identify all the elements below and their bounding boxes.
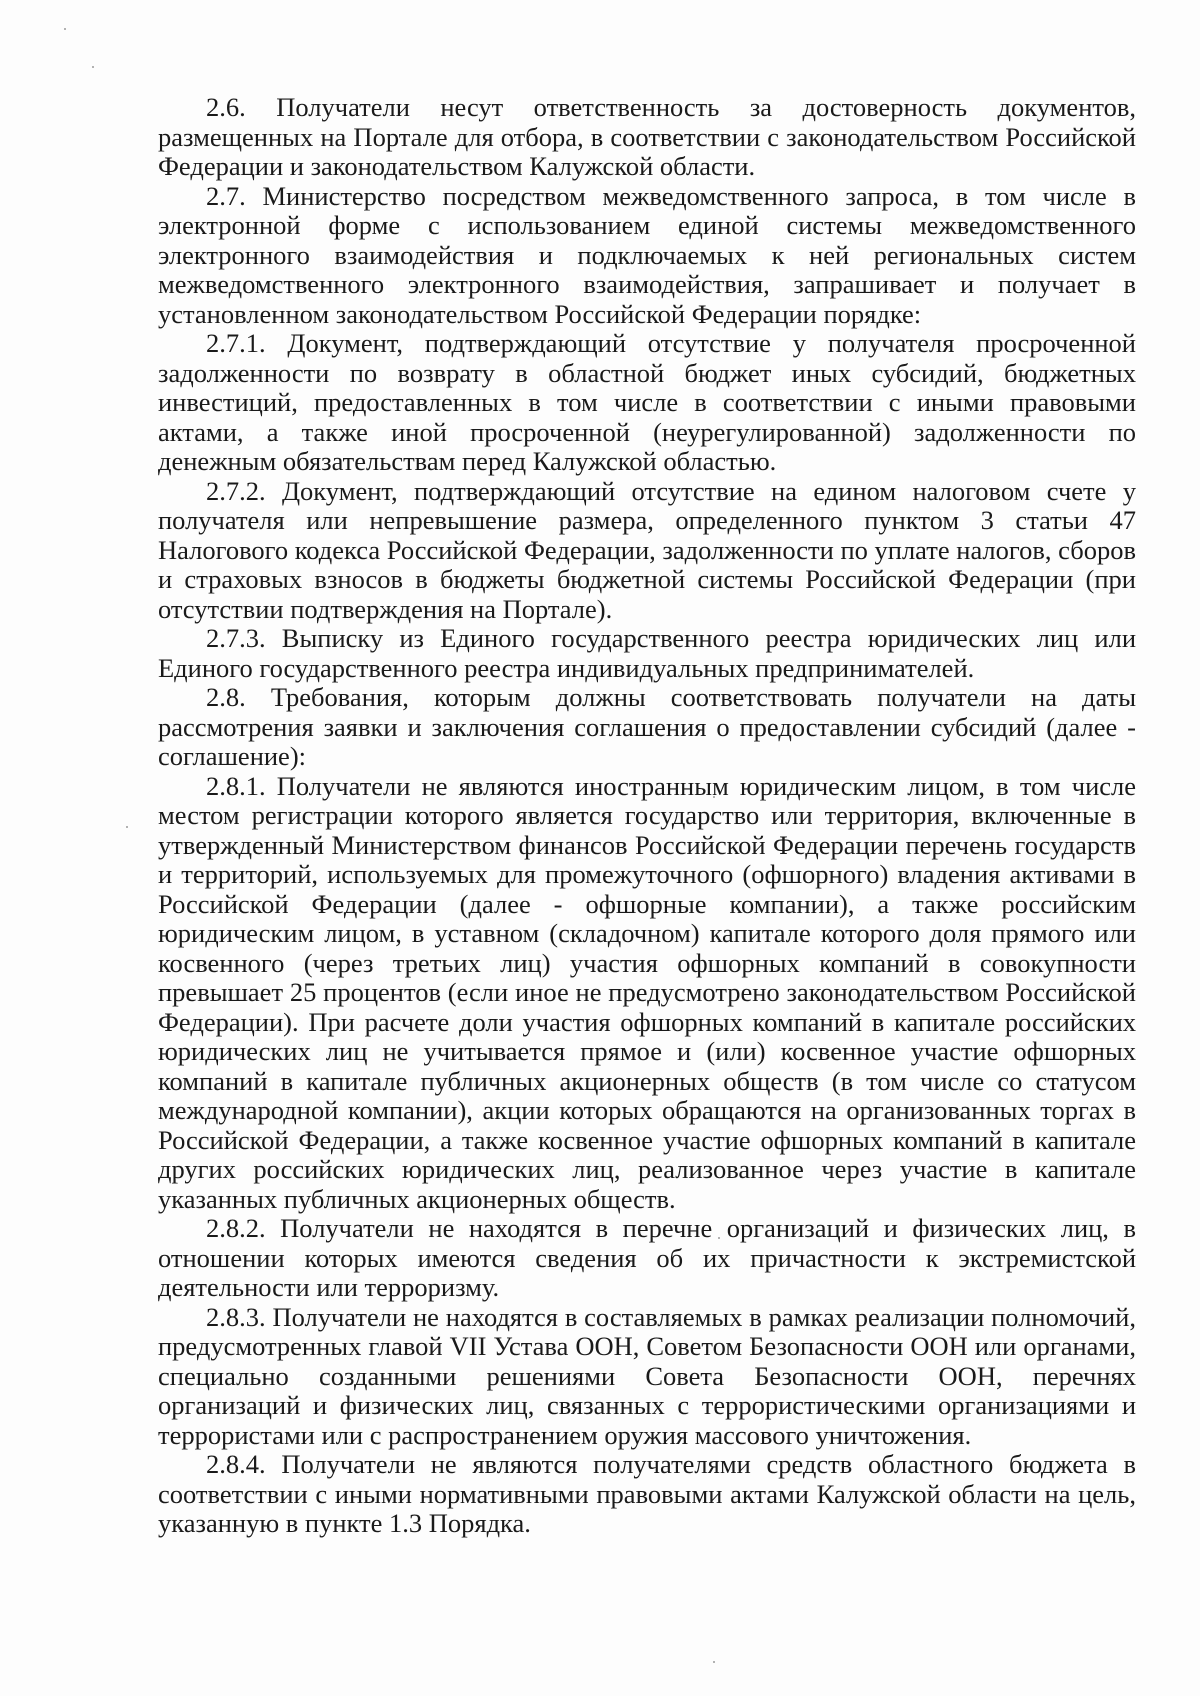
scan-speck bbox=[126, 826, 128, 828]
paragraph-2-7: 2.7. Министерство посредством межведомственного запроса, в том числе в электронной форме с использованием единой системы межведомственного электронного взаимодействия и подключаемых к ней региональных систем межведомственного электронного взаимодействия, запрашивает и получает в установленном законодательством Российской Федерации порядке: bbox=[158, 180, 1136, 329]
paragraph-2-8-4: 2.8.4. Получатели не являются получателями средств областного бюджета в соответствии с иными нормативными правовыми актами Калужской области на цель, указанную в пункте 1.3 Порядка. bbox=[158, 1449, 1136, 1538]
paragraph-2-8-2: 2.8.2. Получатели не находятся в перечне организаций и физических лиц, в отношении которых имеются сведения об их причастности к экстремистской деятельности или терроризму. bbox=[158, 1213, 1136, 1302]
paragraph-2-8: 2.8. Требования, которым должны соответствовать получатели на даты рассмотрения заявки и заключения соглашения о предоставлении субсидий (далее - соглашение): bbox=[158, 682, 1136, 771]
paragraph-2-6: 2.6. Получатели несут ответственность за достоверность документов, размещенных на Портале для отбора, в соответствии с законодательством Российской Федерации и законодательством Калужской области. bbox=[158, 92, 1136, 181]
paragraph-2-7-2: 2.7.2. Документ, подтверждающий отсутствие на едином налоговом счете у получателя или непревышение размера, определенного пунктом 3 статьи 47 Налогового кодекса Российской Федерации, задолженности по уплате налогов, сборов и страховых взносов в бюджеты бюджетной системы Российской Федерации (при отсутствии подтверждения на Портале). bbox=[158, 475, 1136, 624]
paragraph-2-8-1: 2.8.1. Получатели не являются иностранным юридическим лицом, в том числе местом регистрации которого является государство или территория, включенные в утвержденный Министерством финансов Российской Федерации перечень государств и территорий, используемых для промежуточного (офшорного) владения активами в Российской Федерации (далее - офшорные компании), а также российским юридическим лицом, в уставном (складочном) капитале которого доля прямого или косвенного (через третьих лиц) участия офшорных компаний в совокупности превышает 25 процентов (если иное не предусмотрено законодательством Российской Федерации). При расчете доли участия офшорных компаний в капитале российских юридических лиц не учитывается прямое и (или) косвенное участие офшорных компаний в капитале публичных акционерных обществ (в том числе со статусом международной компании), акции которых обращаются на организованных торгах в Российской Федерации, а также косвенное участие офшорных компаний в капитале других российских юридических лиц, реализованное через участие в капитале указанных публичных акционерных обществ. bbox=[158, 770, 1136, 1214]
paragraph-2-7-1: 2.7.1. Документ, подтверждающий отсутствие у получателя просроченной задолженности по возврату в областной бюджет иных субсидий, бюджетных инвестиций, предоставленных в том числе в соответствии с иными правовыми актами, а также иной просроченной (неурегулированной) задолженности по денежным обязательствам перед Калужской областью. bbox=[158, 328, 1136, 476]
document-body bbox=[158, 93, 1136, 1539]
paragraph-2-7-3: 2.7.3. Выписку из Единого государственного реестра юридических лиц или Единого государственного реестра индивидуальных предпринимателей. bbox=[158, 623, 1136, 683]
scan-speck bbox=[64, 28, 66, 30]
scan-speck bbox=[92, 66, 94, 68]
scan-speck bbox=[713, 1661, 715, 1663]
paragraph-2-8-3: 2.8.3. Получатели не находятся в составляемых в рамках реализации полномочий, предусмотренных главой VII Устава ООН, Советом Безопасности ООН или органами, специально созданными решениями Совета Безопасности ООН, перечнях организаций и физических лиц, связанных с террористическими организациями и террористами или с распространением оружия массового уничтожения. bbox=[158, 1301, 1136, 1450]
